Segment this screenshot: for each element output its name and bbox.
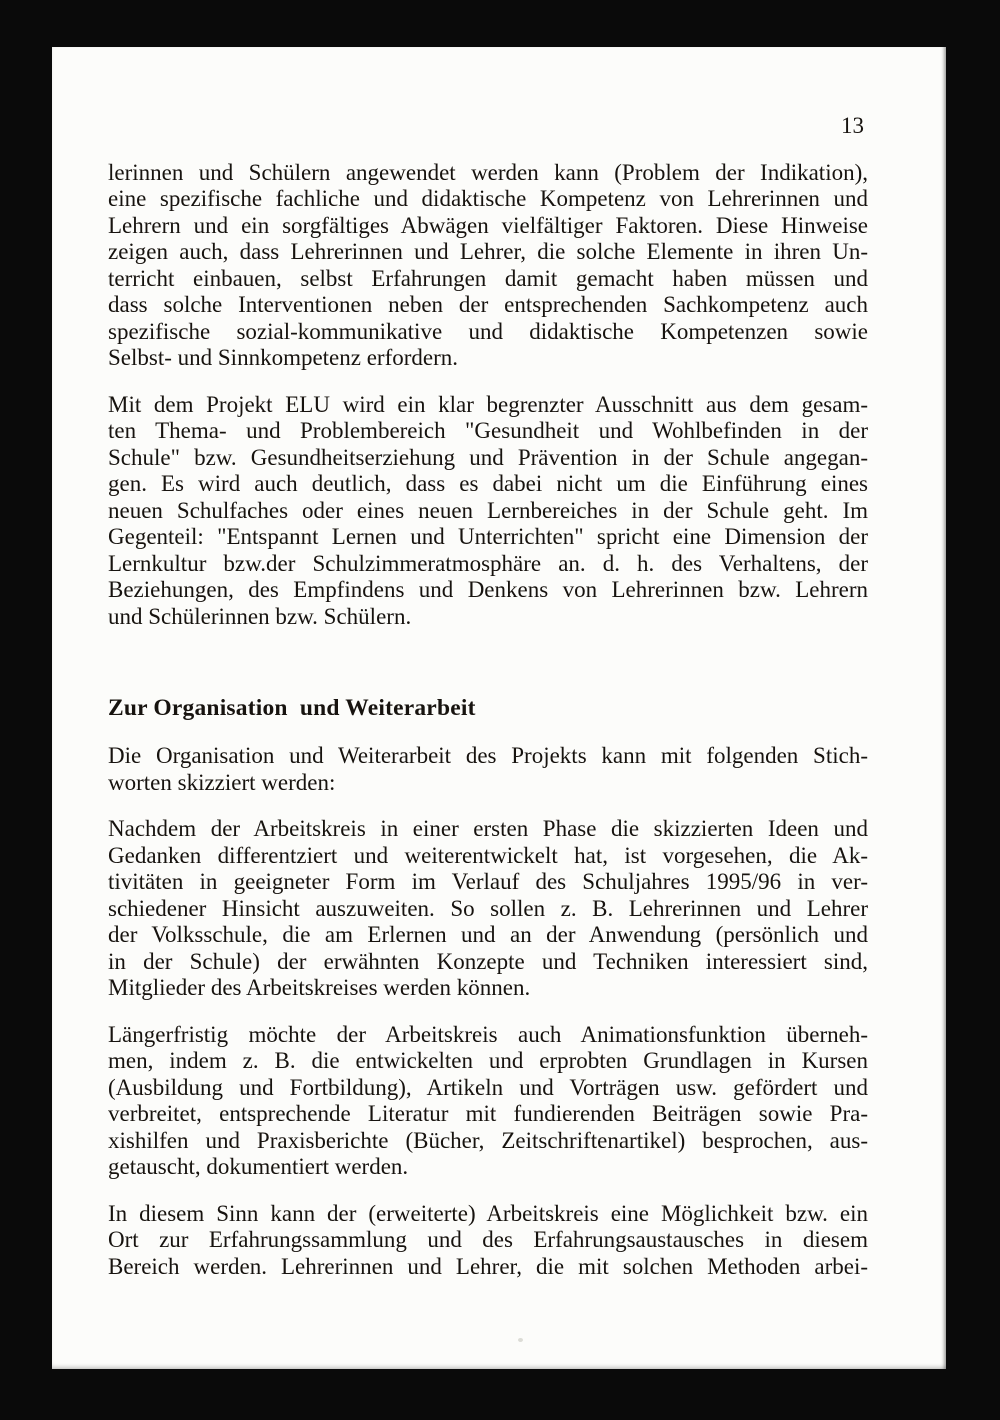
- text-line: Nachdem der Arbeitskreis in einer ersten Phase die skizzierten Ideen und: [108, 816, 868, 841]
- text-line: Gegenteil: "Entspannt Lernen und Unterrichten" spricht eine Dimension der: [108, 524, 868, 549]
- scan-artifact: [518, 1338, 523, 1342]
- paragraph: [108, 392, 868, 631]
- paragraph: [108, 816, 868, 1002]
- text-line: men, indem z. B. die entwickelten und erprobten Grundlagen in Kursen: [108, 1048, 868, 1073]
- text-line: eine spezifische fachliche und didaktische Kompetenz von Lehrerinnen und: [108, 186, 868, 211]
- text-line: terricht einbauen, selbst Erfahrungen damit gemacht haben müssen und: [108, 265, 868, 291]
- text-line: zeigen auch, dass Lehrerinnen und Lehrer, die solche Elemente in ihren Un-: [108, 239, 868, 264]
- paragraph: [108, 743, 868, 796]
- text-line: getauscht, dokumentiert werden.: [108, 1154, 409, 1179]
- text-line: tivitäten in geeigneter Form im Verlauf des Schuljahres 1995/96 in ver-: [108, 869, 868, 894]
- text-line: (Ausbildung und Fortbildung), Artikeln und Vorträgen usw. gefördert und: [108, 1074, 868, 1100]
- section-heading: Zur Organisation und Weiterarbeit: [108, 695, 476, 721]
- text-line: ten Thema- und Problembereich "Gesundheit und Wohlbefinden in der: [108, 418, 868, 443]
- text-line: xishilfen und Praxisberichte (Bücher, Zeitschriftenartikel) besprochen, aus-: [108, 1127, 868, 1153]
- text-line: schiedener Hinsicht auszuweiten. So sollen z. B. Lehrerinnen und Lehrer: [108, 895, 868, 921]
- text-line: gen. Es wird auch deutlich, dass es dabei nicht um die Einführung eines: [108, 471, 868, 496]
- text-line: Beziehungen, des Empfindens und Denkens von Lehrerinnen bzw. Lehrern: [108, 577, 868, 602]
- text-line: in der Schule) der erwähnten Konzepte und Techniken interessiert sind,: [108, 948, 868, 974]
- text-line: der Volksschule, die am Erlernen und an der Anwendung (persönlich und: [108, 922, 868, 947]
- text-line: lerinnen und Schülern angewendet werden kann (Problem der Indikation),: [108, 159, 868, 185]
- text-line: Selbst- und Sinnkompetenz erfordern.: [108, 345, 459, 370]
- paragraph: [108, 160, 868, 372]
- paragraph: [108, 1022, 868, 1181]
- text-line: Gedanken differentziert und weiterentwickelt hat, ist vorgesehen, die Ak-: [108, 842, 868, 868]
- paragraph: [108, 1201, 868, 1281]
- text-line: Die Organisation und Weiterarbeit des Projekts kann mit folgenden Stich-: [108, 743, 868, 768]
- text-line: Schule" bzw. Gesundheitserziehung und Prävention in der Schule angegan-: [108, 444, 868, 470]
- text-line: neuen Schulfaches oder eines neuen Lernbereiches in der Schule geht. Im: [108, 497, 868, 523]
- text-line: verbreitet, entsprechende Literatur mit fundierenden Beiträgen sowie Pra-: [108, 1101, 868, 1126]
- page-number: 13: [841, 113, 864, 138]
- page-content: [108, 47, 868, 1280]
- text-line: spezifische sozial-kommunikative und didaktische Kompetenzen sowie: [108, 318, 868, 344]
- text-line: Bereich werden. Lehrerinnen und Lehrer, die mit solchen Methoden arbei-: [108, 1253, 868, 1279]
- text-line: worten skizziert werden:: [108, 769, 336, 795]
- text-line: dass solche Interventionen neben der entsprechenden Sachkompetenz auch: [108, 292, 868, 317]
- text-line: Längerfristig möchte der Arbeitskreis auch Animationsfunktion überneh-: [108, 1021, 868, 1047]
- text-line: Lehrern und ein sorgfältiges Abwägen vielfältiger Faktoren. Diese Hinweise: [108, 212, 868, 238]
- text-line: und Schülerinnen bzw. Schülern.: [108, 603, 412, 629]
- text-line: Mit dem Projekt ELU wird ein klar begrenzter Ausschnitt aus dem gesam-: [108, 391, 868, 417]
- text-line: In diesem Sinn kann der (erweiterte) Arbeitskreis eine Möglichkeit bzw. ein: [108, 1200, 868, 1226]
- text-line: Mitglieder des Arbeitskreises werden können.: [108, 975, 531, 1000]
- text-line: Ort zur Erfahrungssammlung und des Erfahrungsaustausches in diesem: [108, 1227, 868, 1252]
- text-line: Lernkultur bzw.der Schulzimmeratmosphäre an. d. h. des Verhaltens, der: [108, 550, 868, 576]
- document-page: [52, 47, 946, 1369]
